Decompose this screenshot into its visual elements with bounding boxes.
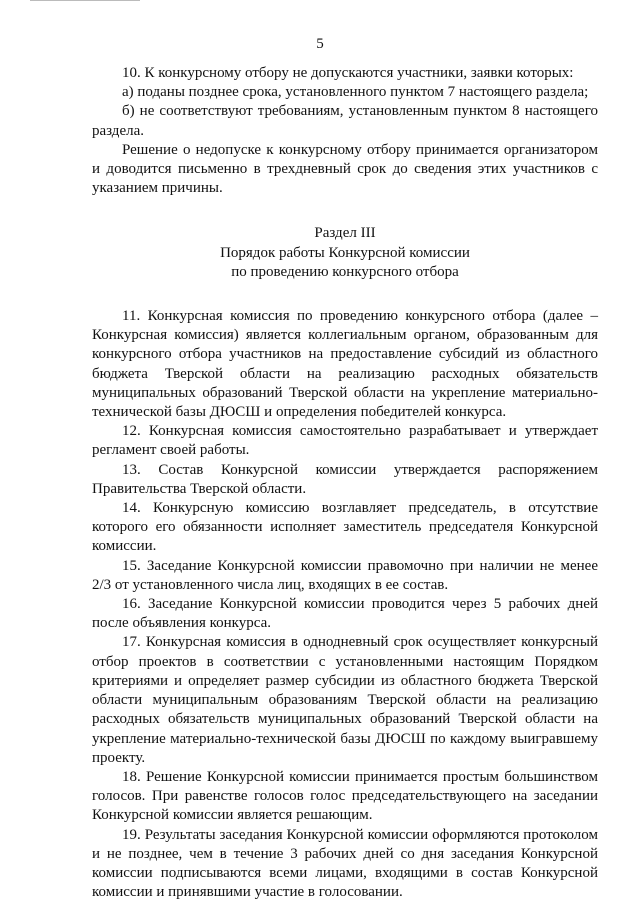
paragraph: 12. Конкурсная комиссия самостоятельно разрабатывает и утверждает регламент своей работы. <box>92 423 598 459</box>
paragraph: 18. Решение Конкурсной комиссии принимается простым большинством голосов. При равенстве голосов голос председательствующего на заседании Конкурсной комиссии является решающим. <box>92 768 598 824</box>
section-subtitle: по проведению конкурсного отбора <box>231 263 459 280</box>
paragraph: 14. Конкурсную комиссию возглавляет председатель, в отсутствие которого его обязанности исполняет заместитель председателя Конкурсной комиссии. <box>92 500 598 555</box>
section-title: Раздел III <box>314 225 376 242</box>
paragraph: 13. Состав Конкурсной комиссии утверждается распоряжением Правительства Тверской области. <box>92 461 598 497</box>
page-number: 5 <box>316 36 324 52</box>
paragraph: Решение о недопуске к конкурсному отбору принимается организатором и доводится письменно в трехдневный срок до сведения этих участников с указанием причины. <box>92 141 598 197</box>
paragraph: 15. Заседание Конкурсной комиссии правомочно при наличии не менее 2/3 от установленного числа лиц, входящих в ее состав. <box>92 557 598 593</box>
paragraph: 10. К конкурсному отбору не допускаются участники, заявки которых: <box>122 65 574 81</box>
section-heading <box>92 224 598 282</box>
scan-edge-line <box>30 0 140 3</box>
paragraph: б) не соответствуют требованиям, установленным пунктом 8 настоящего раздела. <box>92 103 598 139</box>
document-body <box>92 64 598 902</box>
section-subtitle: Порядок работы Конкурсной комиссии <box>220 244 470 261</box>
paragraph: 11. Конкурсная комиссия по проведению конкурсного отбора (далее – Конкурсная комиссия) является коллегиальным органом, образованным для конкурсного отбора участников на предоставление субсидий из областного бюджета Тверской области на реализацию расходных обязательств муниципальных образований Тверской области на укрепление материально-технической базы ДЮСШ и определения победителей конкурса. <box>92 308 598 421</box>
paragraph: 16. Заседание Конкурсной комиссии проводится через 5 рабочих дней после объявления конкурса. <box>92 596 598 632</box>
paragraph: 19. Результаты заседания Конкурсной комиссии оформляются протоколом и не позднее, чем в течение 3 рабочих дней со дня заседания Конкурсной комиссии подписываются всеми лицами, входящими в состав Конкурсной комиссии и принявшими участие в голосовании. <box>92 826 598 901</box>
paragraph: а) поданы позднее срока, установленного пунктом 7 настоящего раздела; <box>122 84 589 101</box>
paragraph: 17. Конкурсная комиссия в однодневный срок осуществляет конкурсный отбор проектов в соответствии с установленными настоящим Порядком критериями и определяет размер субсидии из областного бюджета Тверской области муниципальным образованиям Тверской области на реализацию расходных обязательств муниципальных образований Тверской области на укрепление материально-технической базы ДЮСШ по каждому выигравшему проекту. <box>92 634 598 766</box>
